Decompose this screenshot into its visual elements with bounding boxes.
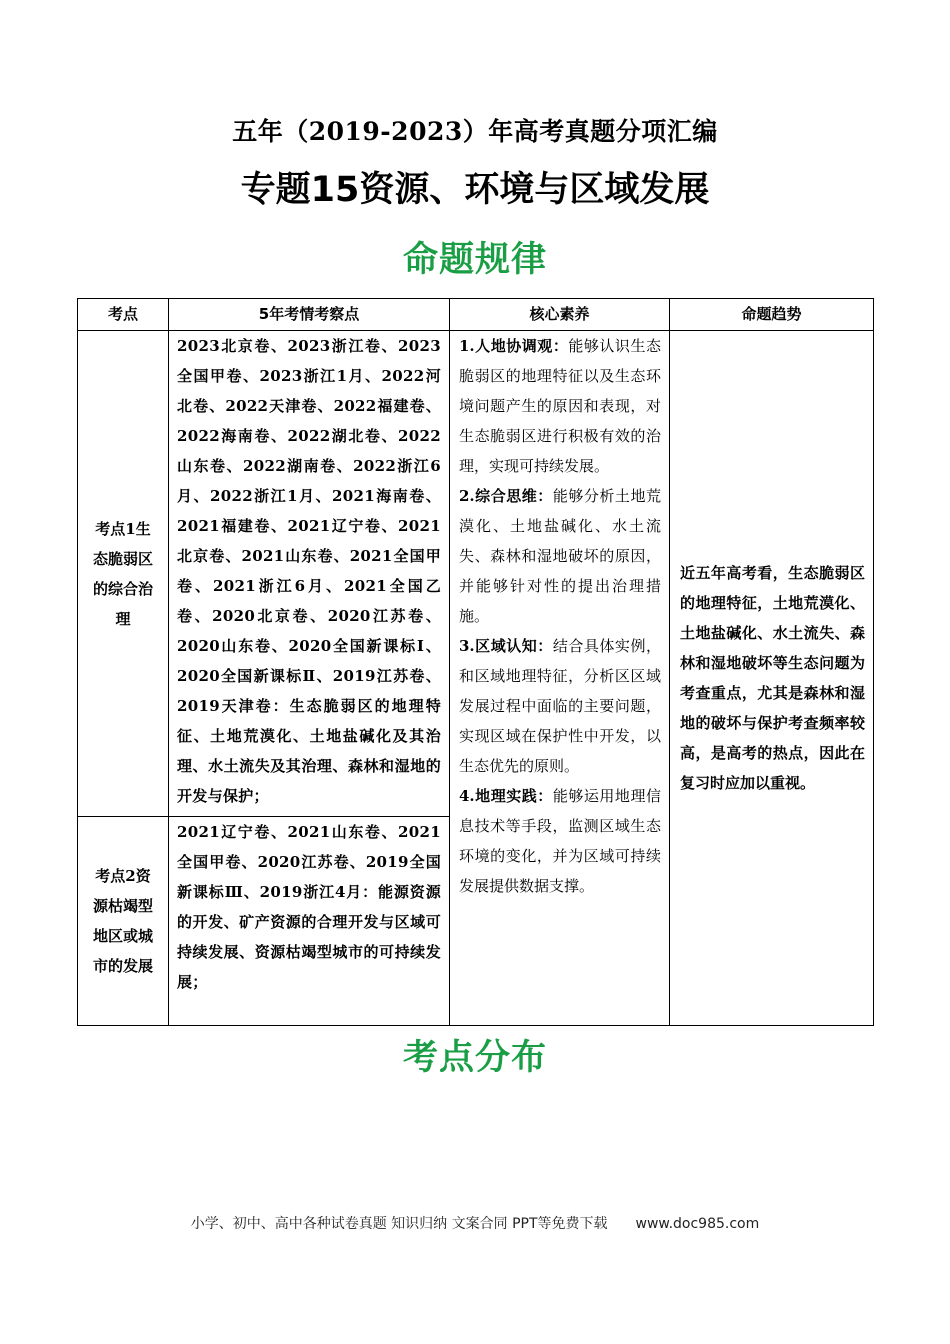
core-item-label: 3.区域认知： <box>459 637 553 655</box>
topic-cell <box>78 817 169 1026</box>
exam-cell: 2023北京卷、2023浙江卷、2023全国甲卷、2023浙江1月、2022河北卷、2022天津卷、2022福建卷、2022海南卷、2022湖北卷、2022山东卷、2022湖南卷、2022浙江6月、2022浙江1月、2021海南卷、2021福建卷、2021辽宁卷、2021北京卷、2021山东卷、2021全国甲卷、2021浙江6月、2021全国乙卷、2020北京卷、2020江苏卷、2020山东卷、2020全国新课标Ⅰ、2020全国新课标Ⅱ、2019江苏卷、2019天津卷：生态脆弱区的地理特征、土地荒漠化、土地盐碱化及其治理、水土流失及其治理、森林和湿地的开发与保护； <box>169 331 450 817</box>
topic-line: 考点2资 <box>95 867 151 885</box>
core-item-label: 2.综合思维： <box>459 487 553 505</box>
header-trend: 命题趋势 <box>670 299 874 331</box>
footer-url[interactable]: www.doc985.com <box>635 1216 760 1232</box>
header-exam: 5年考情考察点 <box>169 299 450 331</box>
footer-text: 小学、初中、高中各种试卷真题 知识归纳 文案合同 PPT等免费下载 <box>190 1216 608 1232</box>
topic-line: 理 <box>115 609 131 628</box>
topic-title: 专题15资源、环境与区域发展 <box>240 170 710 210</box>
topic-line: 的综合治 <box>92 579 153 598</box>
footer <box>0 1213 950 1233</box>
topic-line: 考点1生 <box>95 519 151 538</box>
topic-line: 市的发展 <box>92 957 153 975</box>
core-item-label: 1.人地协调观： <box>459 337 569 355</box>
core-item <box>459 781 661 901</box>
core-item-text: 能够运用地理信息技术等手段，监测区域生态环境的变化，并为区域可持续发展提供数据支撑。 <box>459 787 661 895</box>
header-core: 核心素养 <box>450 299 670 331</box>
topic-line: 源枯竭型 <box>92 897 153 915</box>
section-title-rules: 命题规律 <box>402 240 547 280</box>
topic-cell <box>78 331 169 817</box>
header-topic: 考点 <box>78 299 169 331</box>
exam-topics-table <box>77 298 874 1026</box>
section-title-distribution: 考点分布 <box>402 1038 547 1078</box>
core-literacy-cell <box>450 331 670 1026</box>
core-item-text: 能够分析土地荒漠化、土地盐碱化、水土流失、森林和湿地破坏的原因，并能够针对性的提出治理措施。 <box>459 487 661 625</box>
core-item <box>459 331 661 481</box>
collection-title: 五年（2019-2023）年高考真题分项汇编 <box>232 117 718 146</box>
topic-line: 地区或城 <box>92 927 153 945</box>
table-row <box>78 331 874 817</box>
core-item <box>459 631 661 781</box>
trend-cell: 近五年高考看，生态脆弱区的地理特征，土地荒漠化、土地盐碱化、水土流失、森林和湿地破坏等生态问题为考查重点，尤其是森林和湿地的破坏与保护考查频率较高，是高考的热点，因此在复习时应加以重视。 <box>670 331 874 1026</box>
exam-cell: 2021辽宁卷、2021山东卷、2021全国甲卷、2020江苏卷、2019全国新课标Ⅲ、2019浙江4月：能源资源的开发、矿产资源的合理开发与区域可持续发展、资源枯竭型城市的可持续发展； <box>169 817 450 1026</box>
core-item <box>459 481 661 631</box>
topic-line: 态脆弱区 <box>92 549 153 568</box>
core-item-label: 4.地理实践： <box>459 787 553 805</box>
core-item-text: 结合具体实例，和区域地理特征，分析区区域发展过程中面临的主要问题，实现区域在保护性中开发，以生态优先的原则。 <box>459 637 661 775</box>
core-item-text: 能够认识生态脆弱区的地理特征以及生态环境问题产生的原因和表现，对生态脆弱区进行积极有效的治理，实现可持续发展。 <box>459 337 661 475</box>
table-header-row <box>78 299 874 331</box>
